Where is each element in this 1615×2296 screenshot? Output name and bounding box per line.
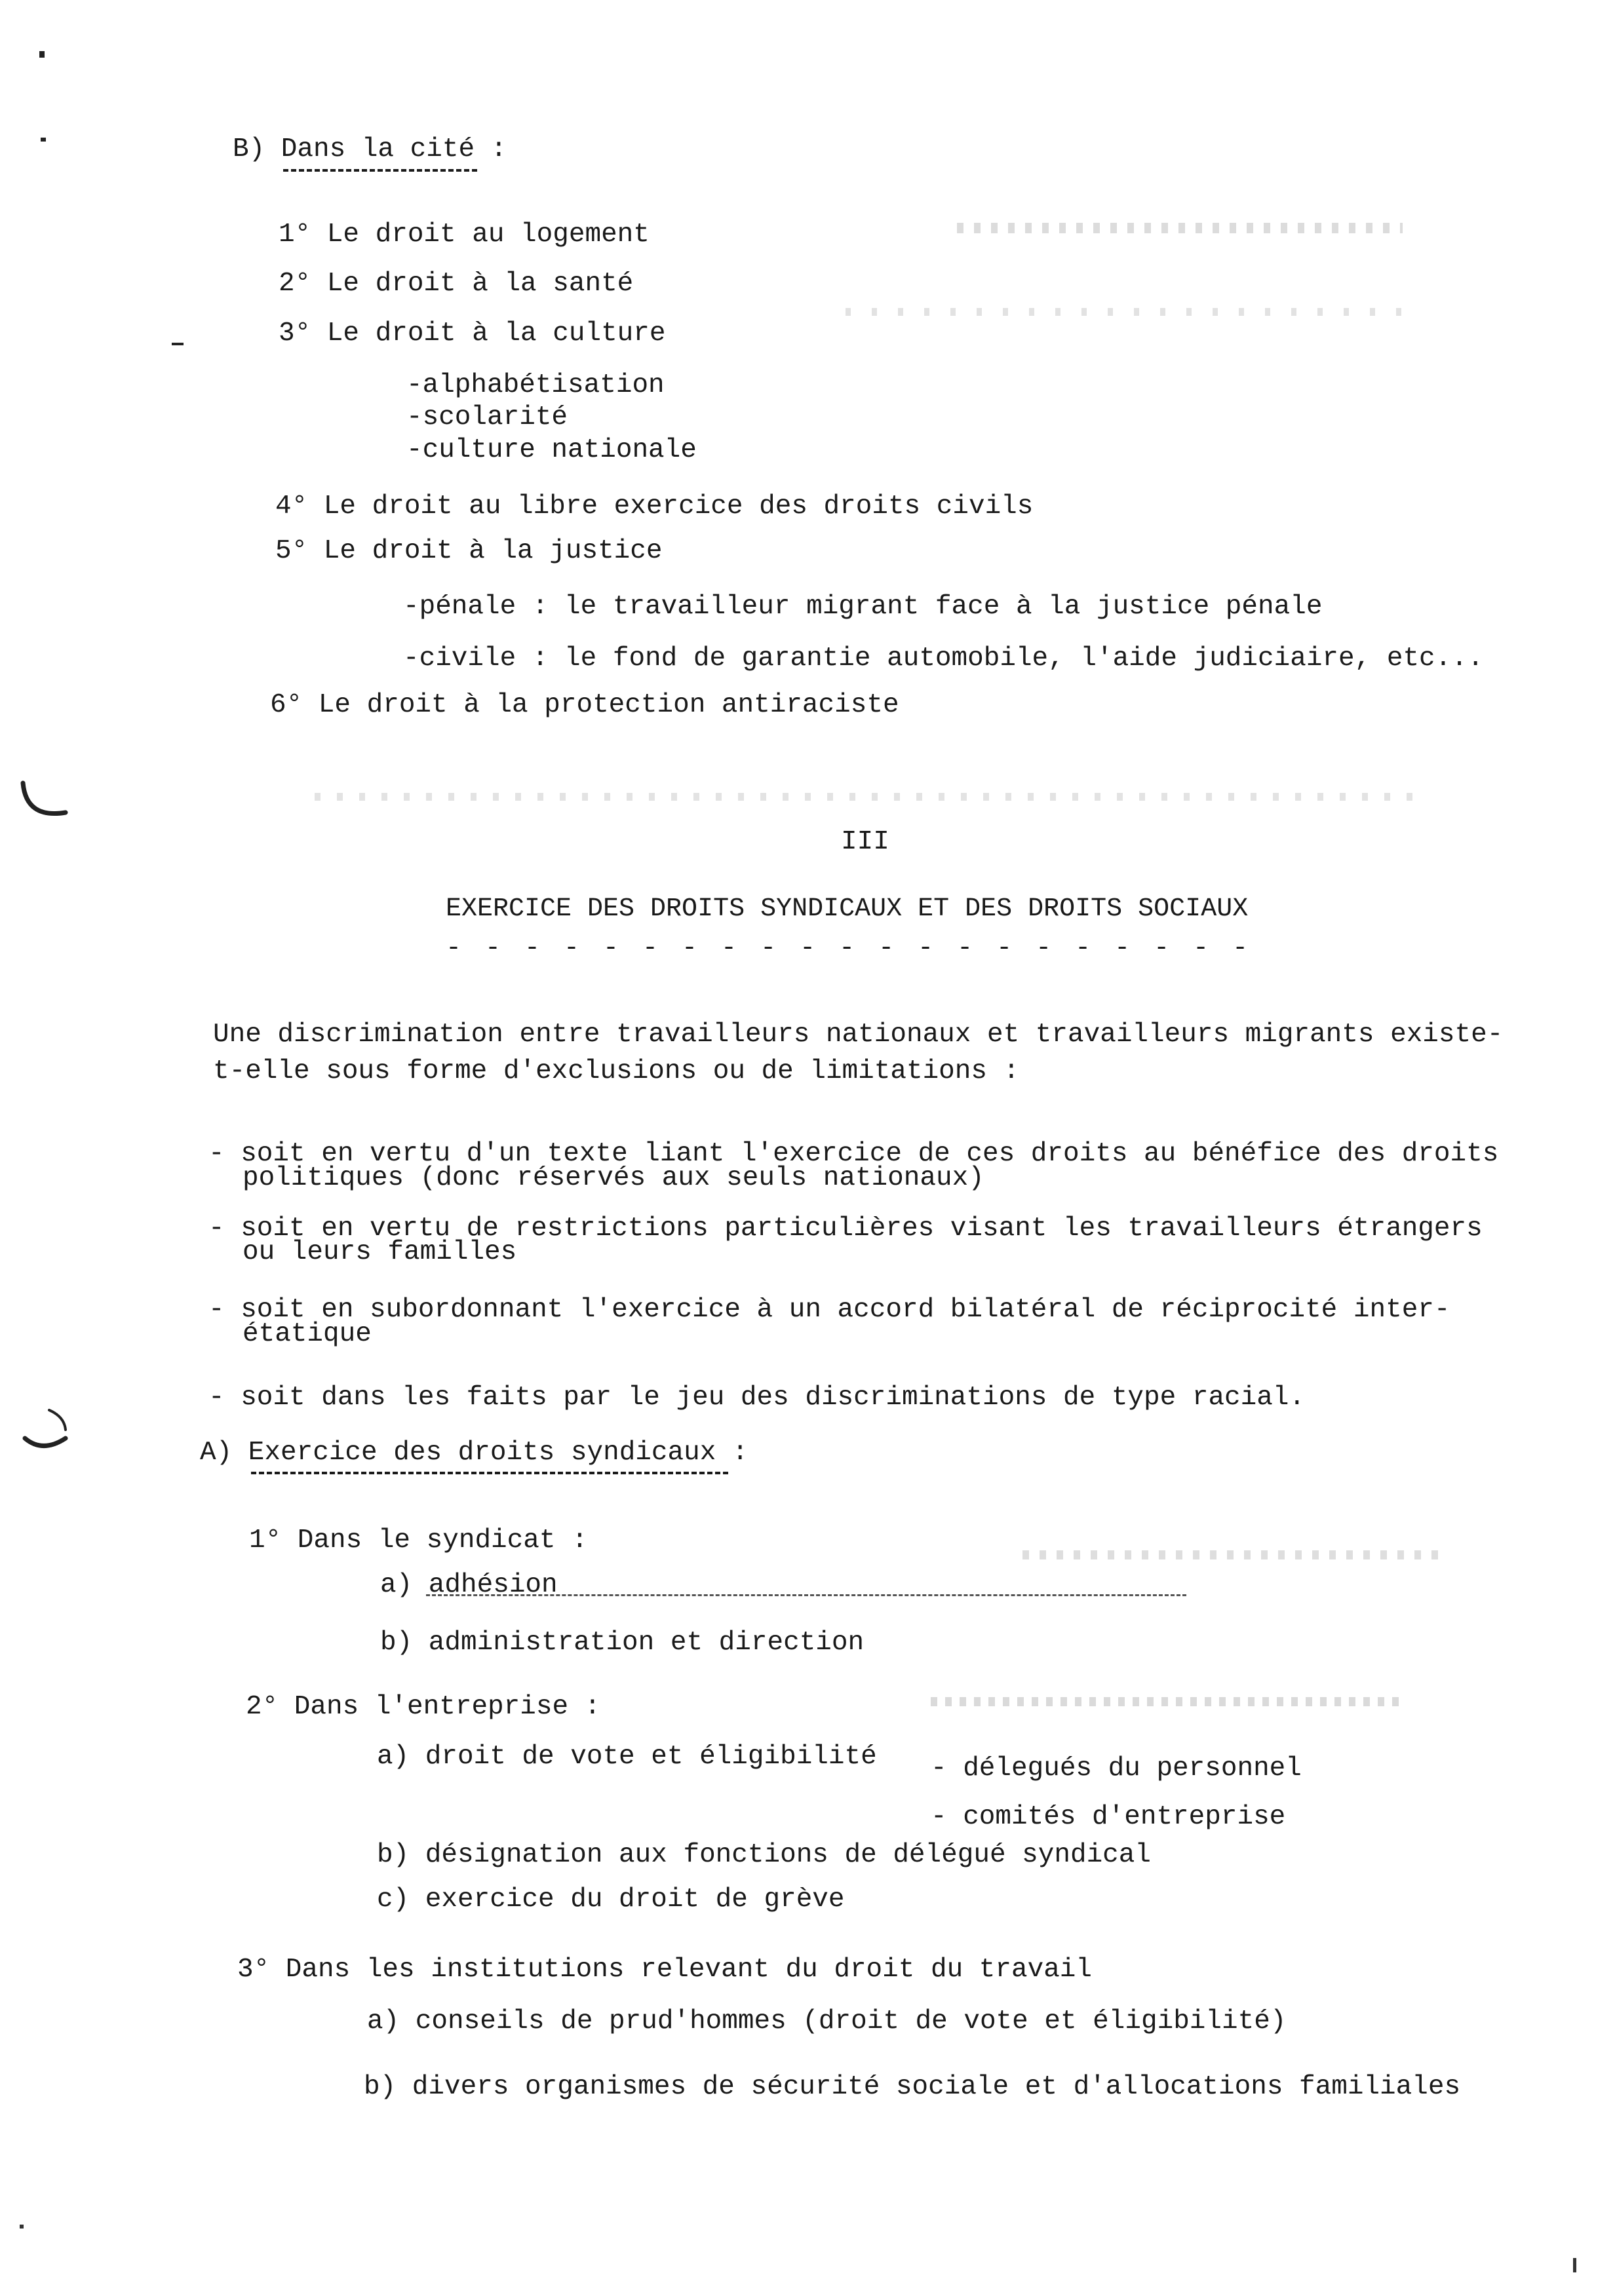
bullet-line: - soit en subordonnant l'exercice à un accord bilatéral de réciprocité inter- xyxy=(208,1295,1450,1325)
list-item: 6° Le droit à la protection antiraciste xyxy=(270,690,899,720)
subsection-title: 2° Dans l'entreprise : xyxy=(246,1692,601,1722)
list-item: - délegués du personnel xyxy=(931,1753,1302,1784)
bullet-line: - soit en vertu de restrictions particulières visant les travailleurs étrangers xyxy=(208,1214,1483,1244)
section-a-underline xyxy=(251,1472,728,1474)
bullet-line: étatique xyxy=(243,1319,372,1349)
scan-speck xyxy=(1573,2258,1576,2272)
list-item: a) droit de vote et éligibilité xyxy=(377,1742,877,1772)
bleed-through xyxy=(931,1697,1403,1706)
section-a-heading: A) Exercice des droits syndicaux : xyxy=(200,1438,749,1468)
binder-hole-mark xyxy=(13,1402,72,1461)
bullet-line: ou leurs familles xyxy=(243,1237,517,1267)
section-numeral: III xyxy=(841,827,889,857)
list-item: a) conseils de prud'hommes (droit de vote et éligibilité) xyxy=(367,2006,1287,2037)
paragraph-line: t-elle sous forme d'exclusions ou de limitations : xyxy=(213,1056,1020,1086)
list-item: a) adhésion xyxy=(380,1570,558,1600)
dashed-rule xyxy=(426,1594,1186,1596)
title-dashes: - - - - - - - - - - - - - - - - - - - - - xyxy=(446,934,1253,963)
section-b-underline xyxy=(283,169,477,172)
scan-speck xyxy=(41,138,46,142)
list-item: 3° Le droit à la culture xyxy=(279,318,666,349)
list-item: - comités d'entreprise xyxy=(931,1802,1286,1832)
list-item: -scolarité xyxy=(406,402,568,432)
scan-speck xyxy=(39,51,45,58)
bleed-through xyxy=(1022,1550,1449,1559)
list-item: -pénale : le travailleur migrant face à la justice pénale xyxy=(403,592,1323,622)
bullet-line: - soit en vertu d'un texte liant l'exercice de ces droits au bénéfice des droits xyxy=(208,1139,1499,1169)
section-b-heading-text: B) Dans la cité : xyxy=(233,134,507,164)
bullet-line: - soit dans les faits par le jeu des discriminations de type racial. xyxy=(208,1383,1306,1413)
binder-hole-mark xyxy=(13,773,72,832)
subsection-title: 1° Dans le syndicat : xyxy=(249,1525,588,1556)
list-item: b) divers organismes de sécurité sociale et d'allocations familiales xyxy=(364,2072,1461,2102)
list-item: 2° Le droit à la santé xyxy=(279,269,634,299)
section-title: EXERCICE DES DROITS SYNDICAUX ET DES DROITS SOCIAUX xyxy=(446,894,1249,924)
scan-speck xyxy=(172,343,184,345)
list-item: c) exercice du droit de grève xyxy=(377,1885,845,1915)
section-b-heading xyxy=(233,134,507,165)
subsection-title: 3° Dans les institutions relevant du droit du travail xyxy=(237,1955,1093,1985)
bullet-line: politiques (donc réservés aux seuls nationaux) xyxy=(243,1163,984,1193)
bleed-through xyxy=(957,223,1403,233)
paragraph-line: Une discrimination entre travailleurs nationaux et travailleurs migrants existe- xyxy=(213,1020,1504,1050)
list-item: 5° Le droit à la justice xyxy=(275,536,663,566)
list-item: 4° Le droit au libre exercice des droits civils xyxy=(275,491,1034,522)
list-item: -civile : le fond de garantie automobile, l'aide judiciaire, etc... xyxy=(403,643,1484,674)
list-item: 1° Le droit au logement xyxy=(279,220,650,250)
list-item: -culture nationale xyxy=(406,435,697,465)
list-item: b) administration et direction xyxy=(380,1628,865,1658)
bleed-through xyxy=(315,793,1429,801)
list-item: b) désignation aux fonctions de délégué syndical xyxy=(377,1840,1151,1870)
scan-speck xyxy=(20,2225,24,2229)
list-item: -alphabétisation xyxy=(406,370,665,400)
bleed-through xyxy=(846,308,1409,316)
